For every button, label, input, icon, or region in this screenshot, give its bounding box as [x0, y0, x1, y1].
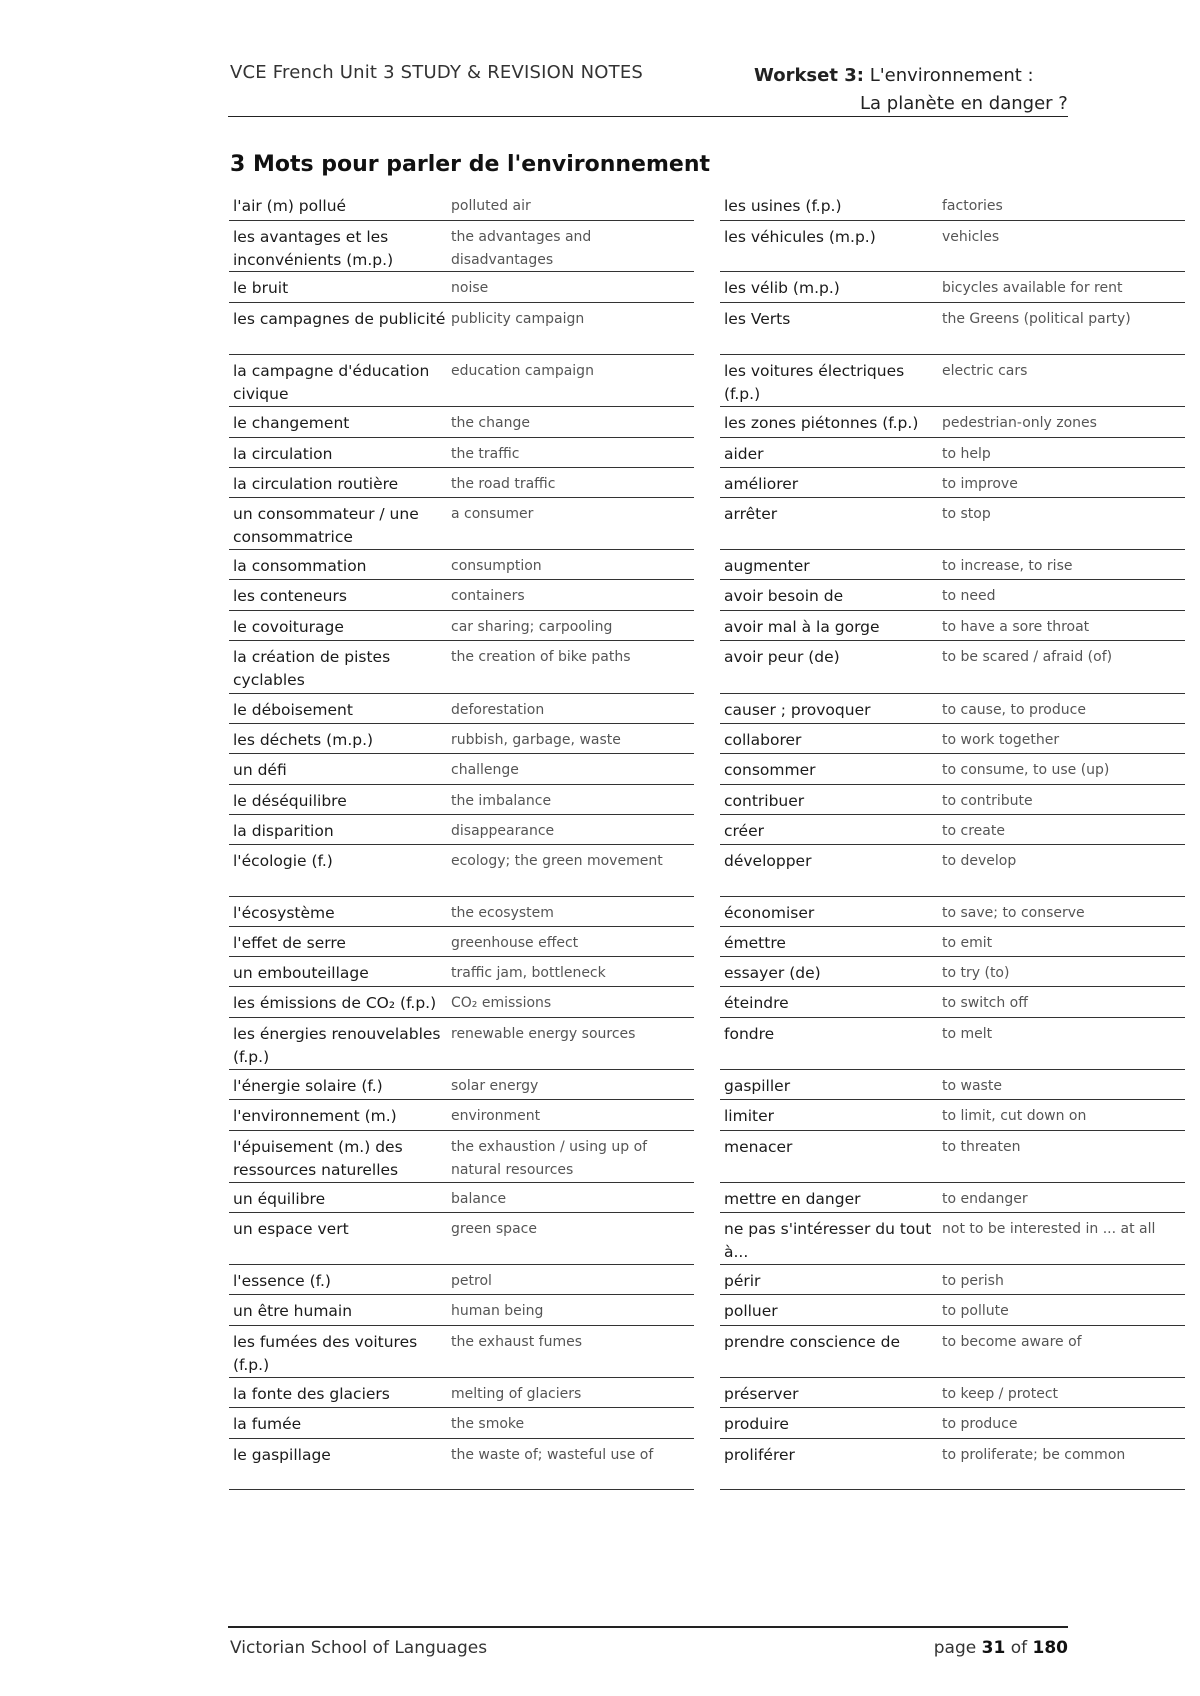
french-term: l'air (m) pollué — [233, 197, 347, 215]
french-term: le déséquilibre — [233, 792, 347, 810]
english-translation: to endanger — [942, 1191, 1028, 1207]
vocab-column-right — [720, 190, 1185, 1490]
french-term: les fumées des voitures (f.p.) — [233, 1333, 418, 1374]
vocab-row — [720, 815, 1185, 845]
french-term: la création de pistes cyclables — [233, 648, 391, 689]
vocab-row — [229, 550, 694, 580]
french-term: préserver — [724, 1385, 799, 1403]
workset-title: L'environnement : — [869, 65, 1034, 86]
english-translation: to develop — [942, 853, 1017, 869]
vocab-row — [720, 785, 1185, 815]
vocab-row — [229, 785, 694, 815]
english-translation: to help — [942, 446, 991, 462]
english-translation: to need — [942, 588, 996, 604]
vocab-row — [720, 724, 1185, 754]
vocab-row — [229, 355, 694, 407]
vocab-row — [720, 1018, 1185, 1070]
vocab-row — [229, 190, 694, 221]
french-term: les véhicules (m.p.) — [724, 228, 876, 246]
french-term: proliférer — [724, 1446, 795, 1464]
french-term: améliorer — [724, 475, 799, 493]
french-term: les énergies renouvelables (f.p.) — [233, 1025, 441, 1066]
french-term: les voitures électriques (f.p.) — [724, 362, 905, 403]
vocab-row — [720, 1295, 1185, 1326]
english-translation: to keep / protect — [942, 1386, 1059, 1402]
vocab-row — [229, 611, 694, 641]
french-term: l'épuisement (m.) des ressources naturelles — [233, 1138, 403, 1179]
vocab-row — [229, 927, 694, 957]
english-translation: renewable energy sources — [451, 1026, 636, 1042]
english-translation: to produce — [942, 1416, 1018, 1432]
english-translation: the ecosystem — [451, 905, 554, 921]
english-translation: melting of glaciers — [451, 1386, 582, 1402]
french-term: la circulation — [233, 445, 333, 463]
workset-heading — [754, 62, 1068, 118]
english-translation: balance — [451, 1191, 507, 1207]
english-translation: to perish — [942, 1273, 1004, 1289]
vocab-row — [229, 221, 694, 272]
french-term: la fumée — [233, 1415, 302, 1433]
vocab-row — [720, 845, 1185, 897]
vocab-row — [229, 438, 694, 468]
vocab-row — [720, 438, 1185, 468]
french-term: l'écologie (f.) — [233, 852, 333, 870]
vocab-row — [229, 468, 694, 498]
page-current: 31 — [981, 1638, 1006, 1658]
english-translation: CO₂ emissions — [451, 995, 552, 1011]
french-term: les zones piétonnes (f.p.) — [724, 414, 919, 432]
english-translation: to emit — [942, 935, 993, 951]
french-term: un équilibre — [233, 1190, 326, 1208]
english-translation: to have a sore throat — [942, 619, 1090, 635]
vocab-row — [229, 694, 694, 724]
english-translation: to be scared / afraid (of) — [942, 649, 1113, 665]
vocab-row — [229, 815, 694, 845]
french-term: le changement — [233, 414, 350, 432]
vocab-row — [229, 498, 694, 550]
french-term: l'essence (f.) — [233, 1272, 331, 1290]
vocab-row — [720, 1439, 1185, 1490]
english-translation: noise — [451, 280, 489, 296]
english-translation: greenhouse effect — [451, 935, 579, 951]
vocab-row — [229, 1378, 694, 1408]
english-translation: deforestation — [451, 702, 545, 718]
workset-subtitle: La planète en danger ? — [860, 93, 1068, 114]
french-term: les déchets (m.p.) — [233, 731, 374, 749]
french-term: un défi — [233, 761, 287, 779]
english-translation: not to be interested in ... at all — [942, 1221, 1156, 1237]
english-translation: to consume, to use (up) — [942, 762, 1110, 778]
french-term: la fonte des glaciers — [233, 1385, 390, 1403]
french-term: économiser — [724, 904, 815, 922]
french-term: les campagnes de publicité — [233, 310, 446, 328]
french-term: la disparition — [233, 822, 334, 840]
french-term: le déboisement — [233, 701, 353, 719]
english-translation: to limit, cut down on — [942, 1108, 1087, 1124]
vocab-row — [720, 580, 1185, 611]
vocab-row — [720, 987, 1185, 1018]
english-translation: to switch off — [942, 995, 1028, 1011]
vocab-row — [229, 1295, 694, 1326]
vocab-row — [229, 1213, 694, 1265]
vocab-row — [229, 957, 694, 987]
french-term: contribuer — [724, 792, 805, 810]
english-translation: to cause, to produce — [942, 702, 1086, 718]
french-term: les vélib (m.p.) — [724, 279, 840, 297]
french-term: fondre — [724, 1025, 775, 1043]
vocab-row — [720, 550, 1185, 580]
vocab-row — [720, 1213, 1185, 1265]
english-translation: the change — [451, 415, 530, 431]
vocab-row — [720, 1378, 1185, 1408]
english-translation: ecology; the green movement — [451, 853, 663, 869]
french-term: les usines (f.p.) — [724, 197, 842, 215]
english-translation: pedestrian-only zones — [942, 415, 1097, 431]
english-translation: to increase, to rise — [942, 558, 1073, 574]
vocab-row — [720, 1070, 1185, 1100]
french-term: les émissions de CO₂ (f.p.) — [233, 994, 437, 1012]
vocab-row — [720, 468, 1185, 498]
english-translation: to improve — [942, 476, 1018, 492]
vocab-row — [229, 1408, 694, 1439]
english-translation: to contribute — [942, 793, 1033, 809]
french-term: limiter — [724, 1107, 775, 1125]
french-term: éteindre — [724, 994, 789, 1012]
french-term: le covoiturage — [233, 618, 344, 636]
document-title: VCE French Unit 3 STUDY & REVISION NOTES — [230, 62, 644, 83]
vocab-row — [720, 1131, 1185, 1183]
english-translation: the imbalance — [451, 793, 552, 809]
vocab-row — [229, 1183, 694, 1213]
vocab-row — [229, 845, 694, 897]
section-title: 3 Mots pour parler de l'environnement — [230, 152, 710, 177]
vocab-row — [720, 1326, 1185, 1378]
french-term: un embouteillage — [233, 964, 369, 982]
vocab-row — [720, 498, 1185, 550]
vocab-row — [720, 303, 1185, 355]
french-term: l'énergie solaire (f.) — [233, 1077, 383, 1095]
vocab-row — [229, 1439, 694, 1490]
english-translation: to threaten — [942, 1139, 1021, 1155]
french-term: développer — [724, 852, 812, 870]
english-translation: the exhaust fumes — [451, 1334, 582, 1350]
english-translation: to melt — [942, 1026, 993, 1042]
page-header — [228, 52, 1068, 117]
english-translation: environment — [451, 1108, 541, 1124]
vocab-row — [720, 897, 1185, 927]
english-translation: to pollute — [942, 1303, 1009, 1319]
vocab-row — [229, 1018, 694, 1070]
french-term: le gaspillage — [233, 1446, 331, 1464]
french-term: arrêter — [724, 505, 778, 523]
vocab-row — [229, 724, 694, 754]
english-translation: electric cars — [942, 363, 1028, 379]
vocab-row — [720, 694, 1185, 724]
school-name: Victorian School of Languages — [230, 1638, 488, 1658]
vocab-row — [229, 303, 694, 355]
english-translation: the waste of; wasteful use of — [451, 1447, 654, 1463]
vocab-row — [229, 754, 694, 785]
french-term: les conteneurs — [233, 587, 347, 605]
english-translation: the road traffic — [451, 476, 556, 492]
french-term: consommer — [724, 761, 816, 779]
english-translation: a consumer — [451, 506, 534, 522]
french-term: avoir mal à la gorge — [724, 618, 880, 636]
vocab-row — [720, 1408, 1185, 1439]
french-term: les avantages et les inconvénients (m.p.) — [233, 228, 394, 269]
vocab-column-left — [229, 190, 694, 1490]
vocab-row — [720, 221, 1185, 272]
english-translation: green space — [451, 1221, 537, 1237]
vocab-row — [720, 272, 1185, 303]
vocab-row — [720, 355, 1185, 407]
vocab-row — [229, 987, 694, 1018]
french-term: essayer (de) — [724, 964, 821, 982]
vocab-row — [720, 190, 1185, 221]
english-translation: to work together — [942, 732, 1060, 748]
french-term: un consommateur / une consommatrice — [233, 505, 419, 546]
english-translation: the creation of bike paths — [451, 649, 631, 665]
vocab-row — [229, 1131, 694, 1183]
english-translation: polluted air — [451, 198, 531, 214]
page-of: of — [1005, 1638, 1033, 1658]
english-translation: solar energy — [451, 1078, 539, 1094]
english-translation: to waste — [942, 1078, 1002, 1094]
english-translation: the advantages and disadvantages — [451, 229, 592, 268]
english-translation: human being — [451, 1303, 544, 1319]
english-translation: petrol — [451, 1273, 492, 1289]
english-translation: consumption — [451, 558, 542, 574]
english-translation: challenge — [451, 762, 519, 778]
french-term: aider — [724, 445, 764, 463]
vocab-row — [229, 580, 694, 611]
french-term: l'effet de serre — [233, 934, 346, 952]
french-term: avoir besoin de — [724, 587, 844, 605]
vocab-row — [720, 927, 1185, 957]
english-translation: disappearance — [451, 823, 555, 839]
french-term: émettre — [724, 934, 786, 952]
vocab-row — [229, 1265, 694, 1295]
english-translation: to proliferate; be common — [942, 1447, 1126, 1463]
english-translation: to become aware of — [942, 1334, 1082, 1350]
french-term: avoir peur (de) — [724, 648, 840, 666]
english-translation: the smoke — [451, 1416, 525, 1432]
english-translation: car sharing; carpooling — [451, 619, 613, 635]
french-term: les Verts — [724, 310, 791, 328]
vocab-row — [720, 641, 1185, 694]
french-term: polluer — [724, 1302, 778, 1320]
vocab-row — [720, 611, 1185, 641]
page-prefix: page — [933, 1638, 982, 1658]
french-term: prendre conscience de — [724, 1333, 901, 1351]
french-term: produire — [724, 1415, 789, 1433]
page-footer — [228, 1626, 1068, 1658]
vocab-row — [720, 1100, 1185, 1131]
french-term: le bruit — [233, 279, 289, 297]
english-translation: bicycles available for rent — [942, 280, 1123, 296]
french-term: menacer — [724, 1138, 793, 1156]
english-translation: the exhaustion / using up of natural resources — [451, 1139, 648, 1178]
english-translation: education campaign — [451, 363, 594, 379]
french-term: périr — [724, 1272, 761, 1290]
french-term: créer — [724, 822, 764, 840]
english-translation: to save; to conserve — [942, 905, 1085, 921]
english-translation: to create — [942, 823, 1005, 839]
french-term: gaspiller — [724, 1077, 791, 1095]
vocab-row — [720, 754, 1185, 785]
french-term: un espace vert — [233, 1220, 349, 1238]
page-total: 180 — [1032, 1638, 1068, 1658]
french-term: l'environnement (m.) — [233, 1107, 397, 1125]
vocab-row — [229, 272, 694, 303]
english-translation: to try (to) — [942, 965, 1010, 981]
english-translation: to stop — [942, 506, 991, 522]
english-translation: traffic jam, bottleneck — [451, 965, 606, 981]
vocab-row — [229, 897, 694, 927]
vocab-row — [720, 1265, 1185, 1295]
english-translation: rubbish, garbage, waste — [451, 732, 621, 748]
french-term: ne pas s'intéresser du tout à... — [724, 1220, 932, 1261]
vocab-row — [720, 407, 1185, 438]
french-term: mettre en danger — [724, 1190, 861, 1208]
french-term: collaborer — [724, 731, 802, 749]
english-translation: publicity campaign — [451, 311, 585, 327]
english-translation: containers — [451, 588, 525, 604]
french-term: augmenter — [724, 557, 810, 575]
vocab-row — [720, 1183, 1185, 1213]
french-term: la consommation — [233, 557, 367, 575]
vocab-row — [229, 1326, 694, 1378]
english-translation: vehicles — [942, 229, 1000, 245]
french-term: causer ; provoquer — [724, 701, 871, 719]
workset-label: Workset 3: — [754, 65, 864, 86]
vocab-row — [229, 407, 694, 438]
vocab-row — [229, 1070, 694, 1100]
vocab-row — [229, 641, 694, 694]
french-term: l'écosystème — [233, 904, 335, 922]
french-term: la campagne d'éducation civique — [233, 362, 430, 403]
french-term: la circulation routière — [233, 475, 399, 493]
english-translation: factories — [942, 198, 1003, 214]
vocab-row — [229, 1100, 694, 1131]
vocab-row — [720, 957, 1185, 987]
english-translation: the traffic — [451, 446, 520, 462]
page-number — [934, 1638, 1068, 1658]
french-term: un être humain — [233, 1302, 353, 1320]
english-translation: the Greens (political party) — [942, 311, 1131, 327]
